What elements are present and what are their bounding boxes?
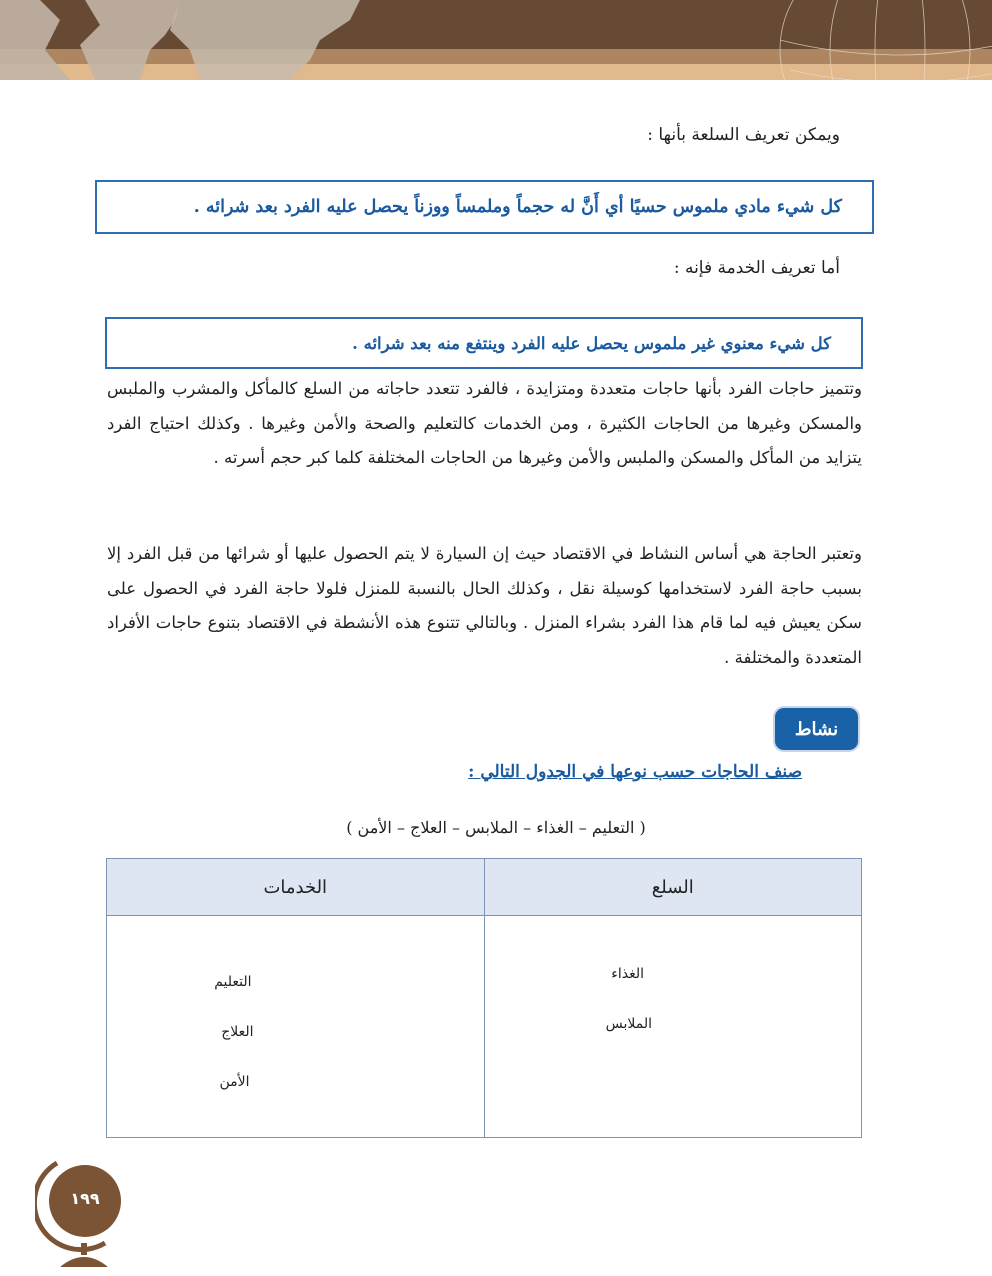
service-definition-text: كل شيء معنوي غير ملموس يحصل عليه الفرد وينتفع منه بعد شرائه . xyxy=(352,333,831,353)
activity-badge: نشاط xyxy=(775,708,858,750)
page-header-banner xyxy=(0,0,992,80)
goods-header: السلع xyxy=(484,859,862,916)
paragraph-economy: وتعتبر الحاجة هي أساس النشاط في الاقتصاد حيث إن السيارة لا يتم الحصول عليها أو شرائها من قبل الفرد إلا بسبب حاجة الفرد لاستخدامها كوسيلة نقل ، وكذلك الحال بالنسبة للمنزل فلولا حاجة الفرد في الحصول على سكن يعيش فيه لما قام هذا الفرد بشراء المنزل . وبالتالي تتنوع هذه الأنشطة في الاقتصاد بتنوع حاجات الأفراد المتعددة والمختلفة . xyxy=(107,544,862,667)
page-number: ١٩٩ xyxy=(70,1189,100,1208)
goods-cell[interactable] xyxy=(484,916,862,1138)
classification-table xyxy=(106,858,862,1138)
services-item: الأمن xyxy=(219,1074,250,1090)
page-number-globe xyxy=(35,1155,130,1274)
good-intro-text: ويمكن تعريف السلعة بأنها : xyxy=(647,125,840,145)
good-definition-text: كل شيء مادي ملموس حسيًا أي أَنَّ له حجماً وملمساً ووزناً يحصل عليه الفرد بعد شرائه . xyxy=(193,197,842,217)
world-map-decoration xyxy=(0,0,992,80)
services-header: الخدمات xyxy=(107,859,485,916)
goods-item: الملابس xyxy=(605,1016,652,1032)
services-cell[interactable] xyxy=(107,916,485,1138)
service-intro-text: أما تعريف الخدمة فإنه : xyxy=(673,258,840,278)
activity-instruction: صنف الحاجات حسب نوعها في الجدول التالي : xyxy=(468,762,802,782)
service-definition-box xyxy=(105,317,863,369)
goods-item: الغذاء xyxy=(611,966,644,982)
globe-icon xyxy=(35,1155,130,1270)
items-list: ( التعليم – الغذاء – الملابس – العلاج – الأمن ) xyxy=(346,818,646,837)
paragraph-needs: وتتميز حاجات الفرد بأنها حاجات متعددة ومتزايدة ، فالفرد تتعدد حاجاته من السلع كالمأكل والمشرب والملبس والمسكن وغيرها من الحاجات الكثيرة ، ومن الخدمات كالتعليم والصحة والأمن وغيرها . وكذلك احتياج الفرد يتزايد من المأكل والمسكن والملبس والأمن وغيرها من الحاجات المختلفة كلما كبر حجم أسرته . xyxy=(107,379,862,467)
services-item: العلاج xyxy=(221,1024,254,1040)
good-definition-box xyxy=(95,180,874,234)
services-item: التعليم xyxy=(214,974,252,990)
